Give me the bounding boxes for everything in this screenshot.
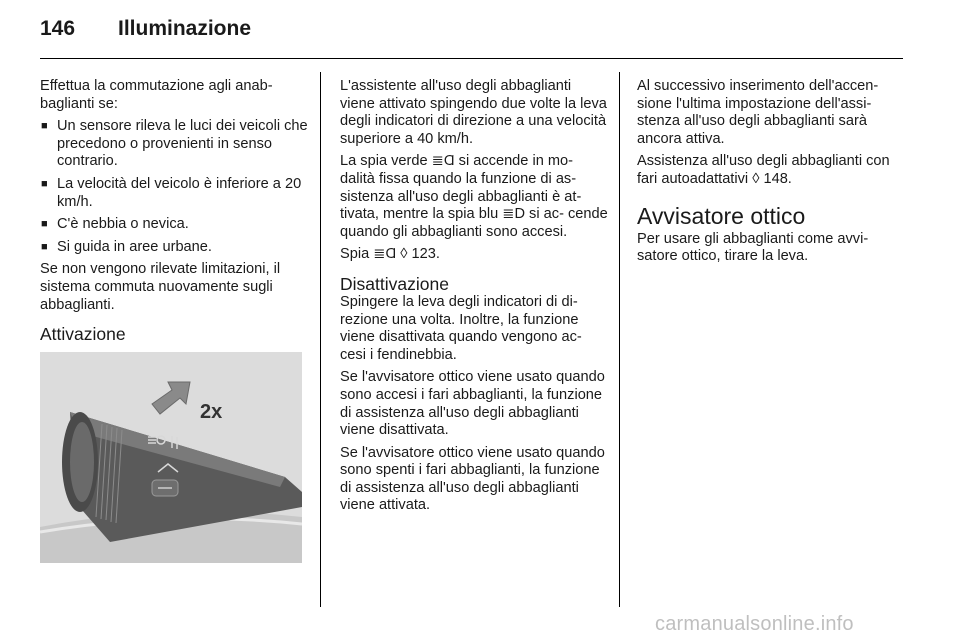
column-2 — [340, 78, 608, 520]
figure-label: 2x — [200, 401, 223, 424]
bullet-item — [40, 239, 308, 257]
bullet-icon: ■ — [41, 120, 48, 133]
bullet-icon: ■ — [41, 177, 48, 190]
bullet-item — [40, 118, 308, 171]
column-divider — [320, 72, 321, 607]
bullet-item — [40, 176, 308, 211]
column-3 — [637, 78, 905, 271]
bullet-item — [40, 216, 308, 234]
paragraph: Assistenza all'uso degli abbaglianti con fari autoadattativi ◊ 148. — [637, 153, 890, 187]
lever-illustration — [40, 352, 302, 563]
paragraph: Spingere la leva degli indicatori di di- rezione una volta. Inoltre, la funzione viene disattivata quando vengono ac- cesi i fendinebbia. — [340, 293, 582, 363]
bullet-text: C'è nebbia o nevica. — [57, 216, 189, 233]
section-heading-deactivation: Disattivazione — [340, 273, 449, 294]
section-heading-activation: Attivazione — [40, 324, 126, 345]
paragraph: Spia ≣Ɑ ◊ 123. — [340, 246, 440, 263]
bullet-icon: ■ — [41, 240, 48, 253]
bullet-text: La velocità del veicolo è inferiore a 20 km/h. — [57, 175, 302, 210]
section-heading-flash: Avvisatore ottico — [637, 202, 806, 229]
bullet-text: Un sensore rileva le luci dei veicoli che precedono o provenienti in senso contrario. — [57, 118, 308, 170]
bullet-icon: ■ — [41, 218, 48, 231]
column-1 — [40, 78, 308, 563]
paragraph: Al successivo inserimento dell'accen- sione l'ultima impostazione dell'assi- stenza all'uso degli abbaglianti sarà ancora attiva. — [637, 78, 879, 147]
watermark: carmanualsonline.info — [655, 613, 854, 635]
column-divider — [619, 72, 620, 607]
bullet-text: Si guida in aree urbane. — [57, 238, 212, 255]
paragraph: Se l'avvisatore ottico viene usato quando sono accesi i fari abbaglianti, la funzione di assistenza all'uso degli abbaglianti viene disattivata. — [340, 369, 605, 439]
paragraph: La spia verde ≣Ɑ si accende in mo- dalità fissa quando la funzione di as- sistenza all'uso degli abbaglianti è at- tivata, mentre la spia blu ≣D si ac- cende quando gli abbaglianti sono accesi. — [340, 153, 608, 240]
intro-text: Effettua la commutazione agli anab- baglianti se: — [40, 78, 273, 112]
page-title: Illuminazione — [118, 17, 252, 40]
paragraph: L'assistente all'uso degli abbaglianti viene attivato spingendo due volte la leva degli indicatori di direzione a una velocità superiore a 40 km/h. — [340, 78, 607, 147]
paragraph: Se l'avvisatore ottico viene usato quando sono spenti i fari abbaglianti, la funzione di assistenza all'uso degli abbaglianti viene attivata. — [340, 444, 605, 514]
header-rule — [40, 58, 903, 59]
page-number: 146 — [40, 17, 76, 40]
paragraph: Se non vengono rilevate limitazioni, il sistema commuta nuovamente sugli abbaglianti. — [40, 261, 281, 313]
paragraph: Per usare gli abbaglianti come avvi- satore ottico, tirare la leva. — [637, 230, 869, 265]
